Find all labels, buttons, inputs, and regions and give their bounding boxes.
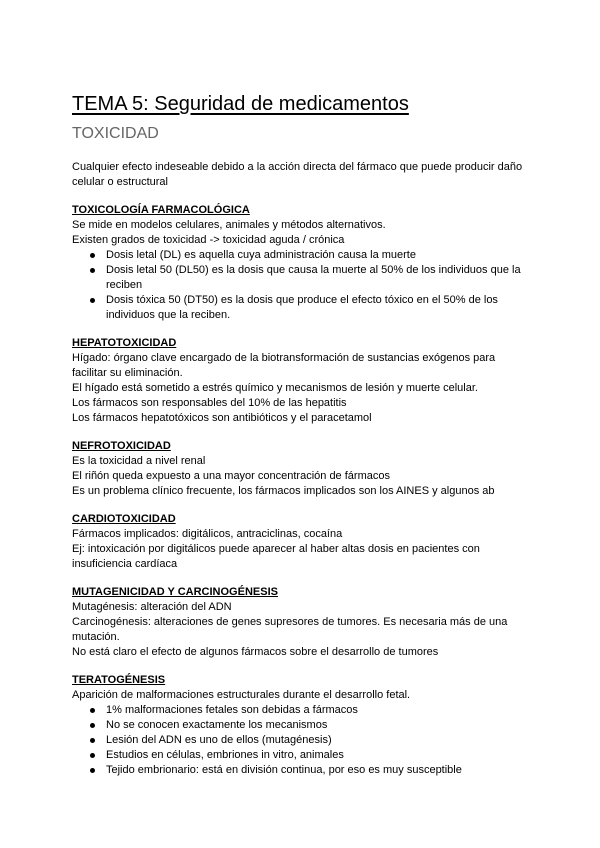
list-item: Estudios en células, embriones in vitro, animales — [72, 748, 532, 763]
section-heading-nefrotoxicidad: NEFROTOXICIDAD — [72, 440, 171, 452]
text-line: Aparición de malformaciones estructurales durante el desarrollo fetal. — [72, 689, 411, 701]
text-line: No está claro el efecto de algunos fármacos sobre el desarrollo de tumores — [72, 646, 439, 658]
text-line: Los fármacos son responsables del 10% de las hepatitis — [72, 397, 347, 409]
text-line: Hígado: órgano clave encargado de la biotransformación de sustancias exógenos para facilitar su eliminación. — [72, 352, 496, 379]
section-heading-mutagenicidad: MUTAGENICIDAD Y CARCINOGÉNESIS — [72, 586, 278, 598]
list-item: 1% malformaciones fetales son debidas a fármacos — [72, 703, 532, 718]
section-heading-toxicologia: TOXICOLOGÍA FARMACOLÓGICA — [72, 204, 250, 216]
text-line: Carcinogénesis: alteraciones de genes supresores de tumores. Es necesaria más de una mutación. — [72, 616, 508, 643]
text-line: Los fármacos hepatotóxicos son antibióticos y el paracetamol — [72, 412, 372, 424]
text-line: Fármacos implicados: digitálicos, antraciclinas, cocaína — [72, 528, 343, 540]
text-line: Ej: intoxicación por digitálicos puede aparecer al haber altas dosis en pacientes con insuficiencia cardíaca — [72, 543, 480, 570]
list-item: Dosis letal (DL) es aquella cuya administración causa la muerte — [72, 248, 532, 263]
page-title: TEMA 5: Seguridad de medicamentos — [72, 93, 409, 115]
text-line: Se mide en modelos celulares, animales y métodos alternativos. — [72, 219, 386, 231]
list-item: Tejido embrionario: está en división continua, por eso es muy susceptible — [72, 763, 532, 778]
text-line: Es la toxicidad a nivel renal — [72, 455, 206, 467]
document-body — [72, 160, 532, 778]
page-subtitle: TOXICIDAD — [72, 125, 159, 142]
intro-paragraph: Cualquier efecto indeseable debido a la acción directa del fármaco que puede producir daño celular o estructural — [72, 161, 523, 188]
text-line: Mutagénesis: alteración del ADN — [72, 601, 232, 613]
section-heading-teratogenesis: TERATOGÉNESIS — [72, 674, 166, 686]
section-heading-cardiotoxicidad: CARDIOTOXICIDAD — [72, 513, 176, 525]
section-heading-hepatotoxicidad: HEPATOTOXICIDAD — [72, 337, 177, 349]
list-item: Lesión del ADN es uno de ellos (mutagénesis) — [72, 733, 532, 748]
list-item: Dosis letal 50 (DL50) es la dosis que causa la muerte al 50% de los individuos que la reciben — [72, 263, 532, 293]
text-line: Existen grados de toxicidad -> toxicidad aguda / crónica — [72, 234, 345, 246]
list-item: No se conocen exactamente los mecanismos — [72, 718, 532, 733]
text-line: Es un problema clínico frecuente, los fármacos implicados son los AINES y algunos ab — [72, 485, 495, 497]
bullet-list — [72, 703, 532, 778]
text-line: El riñón queda expuesto a una mayor concentración de fármacos — [72, 470, 390, 482]
list-item: Dosis tóxica 50 (DT50) es la dosis que produce el efecto tóxico en el 50% de los individuos que la reciben. — [72, 293, 532, 323]
text-line: El hígado está sometido a estrés químico y mecanismos de lesión y muerte celular. — [72, 382, 478, 394]
bullet-list — [72, 248, 532, 323]
